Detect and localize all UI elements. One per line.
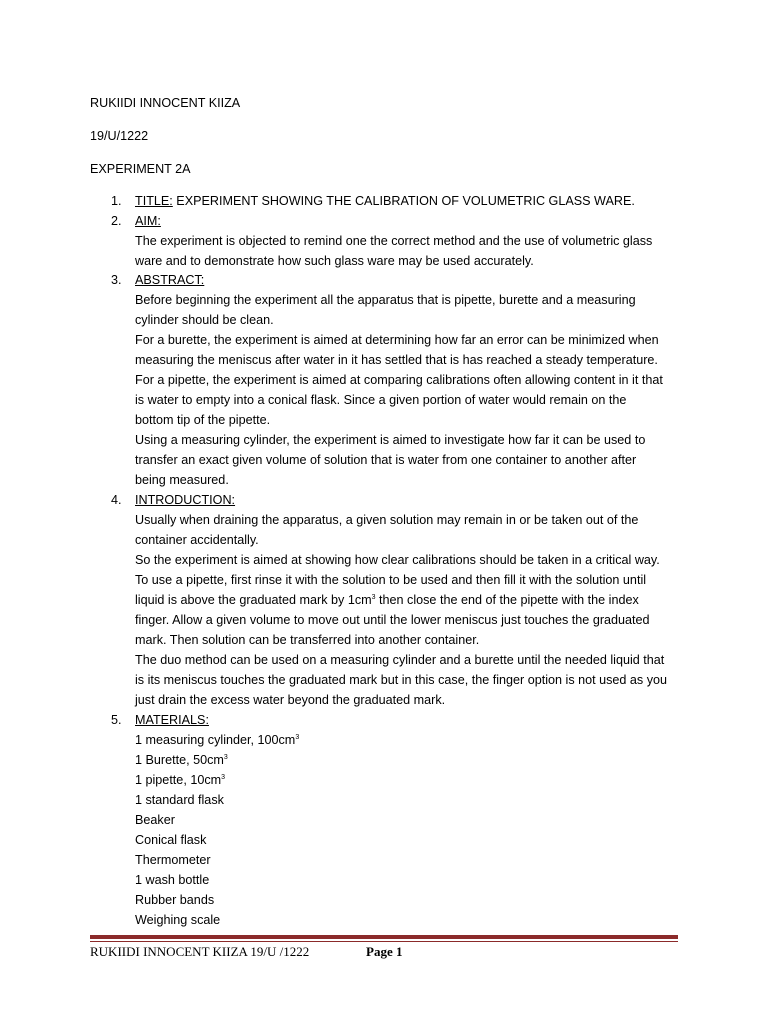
registration-number: 19/U/1222: [90, 129, 149, 143]
section-number: 4.: [111, 493, 122, 507]
abstract-line: Using a measuring cylinder, the experiment is aimed to investigate how far it can be used to: [135, 433, 646, 447]
introduction-line: mark. Then solution can be transferred into another container.: [135, 633, 480, 647]
abstract-line: For a pipette, the experiment is aimed at comparing calibrations often allowing content in it that: [135, 373, 663, 387]
material-item-text: 1 measuring cylinder, 100cm: [135, 733, 296, 747]
material-item: Conical flask: [135, 833, 207, 847]
introduction-line: To use a pipette, first rinse it with the solution to be used and then fill it with the solution until: [135, 573, 647, 587]
introduction-line: just drain the excess water beyond the graduated mark.: [135, 693, 446, 707]
material-item: 1 standard flask: [135, 793, 224, 807]
introduction-line: finger. Allow a given volume to move out until the lower meniscus just touches the graduated: [135, 613, 650, 627]
material-item: Beaker: [135, 813, 175, 827]
abstract-line: For a burette, the experiment is aimed at determining how far an error can be minimized when: [135, 333, 659, 347]
superscript: 3: [221, 774, 226, 781]
page-number: Page 1: [366, 944, 403, 959]
introduction-line: [135, 590, 639, 610]
author-name: RUKIIDI INNOCENT KIIZA: [90, 96, 241, 110]
abstract-line: bottom tip of the pipette.: [135, 413, 271, 427]
material-item: Weighing scale: [135, 913, 221, 927]
section-number: 1.: [111, 194, 122, 208]
material-item: [135, 730, 299, 750]
material-item-text: 1 pipette, 10cm: [135, 773, 222, 787]
material-item: Rubber bands: [135, 893, 215, 907]
superscript: 3: [295, 734, 300, 741]
abstract-line: measuring the meniscus after water in it has settled that is has reached a steady temperature.: [135, 353, 658, 367]
superscript: 3: [223, 754, 228, 761]
introduction-line-suffix: then close the end of the pipette with the index: [379, 593, 639, 607]
section-label: AIM:: [135, 214, 161, 228]
footer-author: RUKIIDI INNOCENT KIIZA 19/U /1222: [90, 944, 310, 959]
material-item-text: 1 Burette, 50cm: [135, 753, 224, 767]
material-item: [135, 750, 228, 770]
abstract-line: being measured.: [135, 473, 229, 487]
section-label: MATERIALS:: [135, 713, 209, 727]
section-label: INTRODUCTION:: [135, 493, 236, 507]
material-item: Thermometer: [135, 853, 211, 867]
title-text: EXPERIMENT SHOWING THE CALIBRATION OF VOLUMETRIC GLASS WARE.: [172, 194, 635, 208]
material-item: 1 wash bottle: [135, 873, 210, 887]
abstract-line: Before beginning the experiment all the apparatus that is pipette, burette and a measuring: [135, 293, 636, 307]
introduction-line: The duo method can be used on a measuring cylinder and a burette until the needed liquid that: [135, 653, 665, 667]
experiment-title: EXPERIMENT 2A: [90, 162, 191, 176]
aim-line: ware and to demonstrate how such glass ware may be used accurately.: [135, 254, 534, 268]
abstract-line: cylinder should be clean.: [135, 313, 274, 327]
material-item: [135, 770, 225, 790]
section-label: TITLE:: [135, 194, 173, 208]
section-number: 5.: [111, 713, 122, 727]
section-number: 3.: [111, 273, 122, 287]
footer-divider: [90, 935, 678, 939]
introduction-line: Usually when draining the apparatus, a given solution may remain in or be taken out of the: [135, 513, 639, 527]
abstract-line: transfer an exact given volume of solution that is water from one container to another after: [135, 453, 637, 467]
superscript: 3: [371, 594, 376, 601]
introduction-line: is its meniscus touches the graduated mark but in this case, the finger option is not used as you: [135, 673, 668, 687]
introduction-line-prefix: liquid is above the graduated mark by 1cm: [135, 593, 372, 607]
section-label: ABSTRACT:: [135, 273, 205, 287]
abstract-line: is water to empty into a conical flask. Since a given portion of water would remain on the: [135, 393, 627, 407]
introduction-line: container accidentally.: [135, 533, 259, 547]
aim-line: The experiment is objected to remind one the correct method and the use of volumetric glass: [135, 234, 653, 248]
introduction-line: So the experiment is aimed at showing how clear calibrations should be taken in a critical way.: [135, 553, 660, 567]
section-title: [135, 191, 635, 211]
section-number: 2.: [111, 214, 122, 228]
